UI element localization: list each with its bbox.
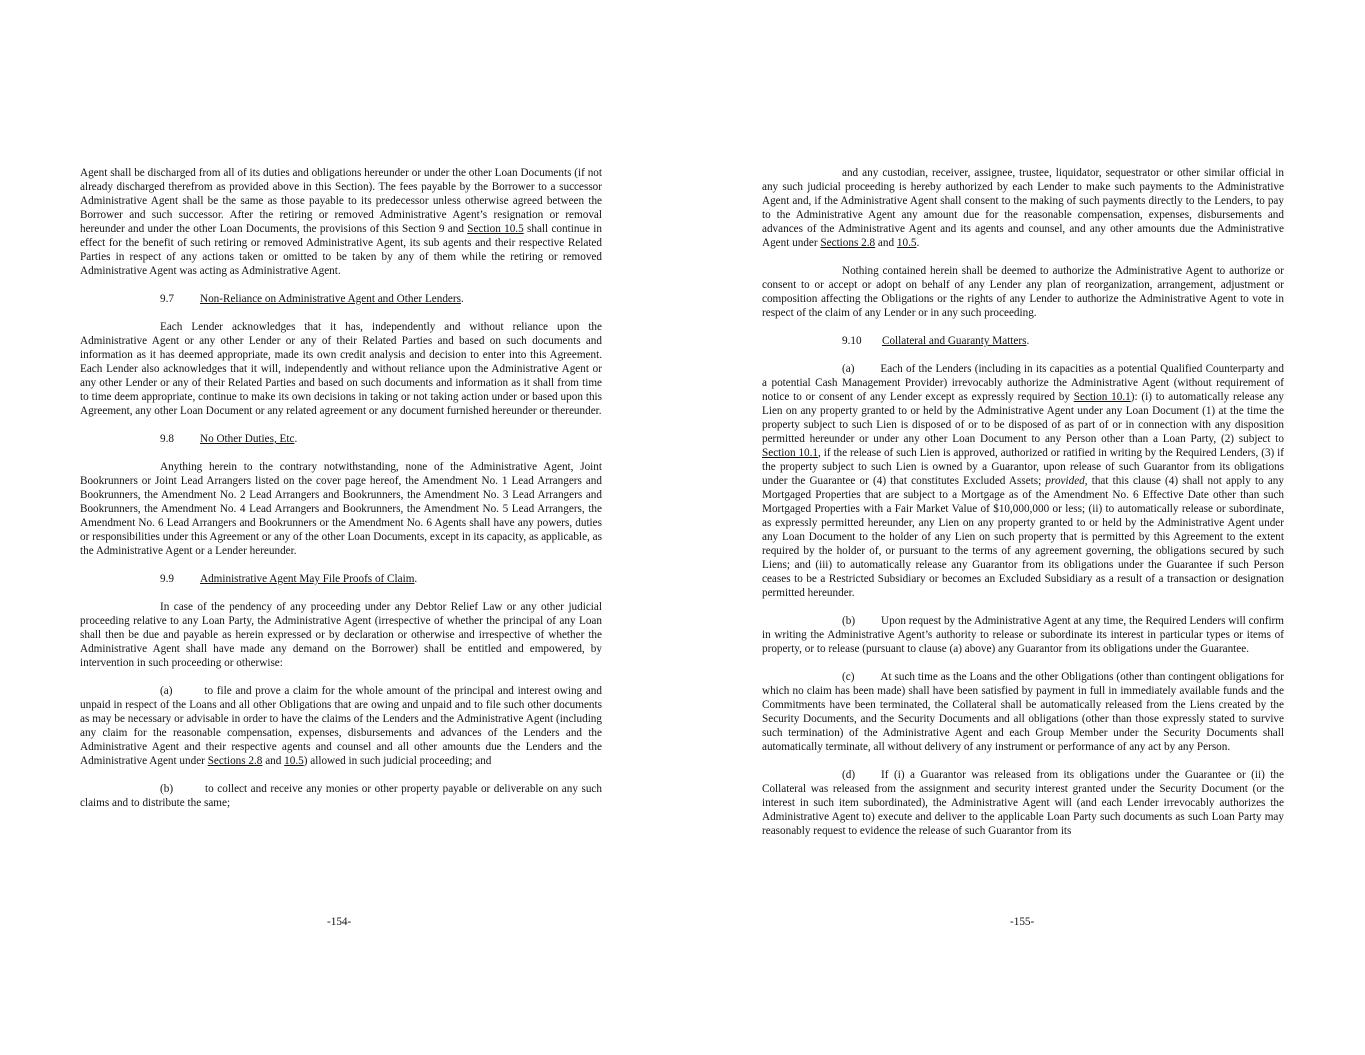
right-page bbox=[683, 0, 1365, 1055]
section-title: No Other Duties, Etc bbox=[200, 433, 295, 445]
clause-c: (c) At such time as the Loans and the other Obligations (other than contingent obligations for which no claim has been made) shall have been satisfied by payment in full in immediately available funds and the Commitments have been terminated, the Collateral shall be automatically released from the Liens created by the Security Documents, and the Security Documents and all obligations (other than those expressly stated to survive such termination) of the Administrative Agent and each Group Member under the Security Documents shall automatically terminate, all without delivery of any instrument or performance of any act by any Person. bbox=[762, 671, 1284, 753]
section-reference: Sections 2.8 bbox=[207, 755, 263, 767]
section-reference: Section 10.5 bbox=[467, 223, 524, 235]
section-heading-9-8: 9.8 No Other Duties, Etc. bbox=[160, 433, 298, 445]
paragraph-9-7: Each Lender acknowledges that it has, independently and without reliance upon the Administrative Agent or any other Lender or any of their Related Parties and based on such documents and information as it has deemed appropriate, made its own credit analysis and decision to enter into this Agreement. Each Lender also acknowledges that it will, independently and without reliance upon the Administrative Agent or any other Lender or any of their Related Parties and based on such documents and information as it shall from time to time deem appropriate, continue to make its own decisions in taking or not taking action under or based upon this Agreement, any other Loan Document or any related agreement or any document furnished hereunder or thereunder. bbox=[80, 321, 602, 417]
section-title: Collateral and Guaranty Matters bbox=[882, 335, 1027, 347]
section-reference: 10.5 bbox=[284, 755, 304, 767]
clause-d: (d) If (i) a Guarantor was released from its obligations under the Guarantee or (ii) the Collateral was released from the assignment and security interest granted under the Security Document (or the interest in such item subordinated), the Administrative Agent will (and each Lender irrevocably authorizes the Administrative Agent to) execute and deliver to the applicable Loan Party such documents as such Loan Party may reasonably request to evidence the release of such Guarantor from its bbox=[762, 769, 1284, 837]
section-title: Non-Reliance on Administrative Agent and Other Lenders bbox=[200, 293, 461, 305]
section-reference: Section 10.1 bbox=[1073, 391, 1131, 403]
clause-a: (a) Each of the Lenders (including in its capacities as a potential Qualified Counterparty and a potential Cash Management Provider) irrevocably authorize the Administrative Agent (without requirement of notice to or consent of any Lender except as expressly required by Section 10.1): (i) to automatically release any Lien on any property granted to or held by the Administrative Agent under any Loan Document (1) at the time the property subject to such Lien is disposed of or to be disposed of as part of or in connection with any disposition permitted hereunder or under any other Loan Document to any Person other than a Loan Party, (2) subject to Section 10.1, if the release of such Lien is approved, authorized or ratified in writing by the Required Lenders, (3) if the property subject to such Lien is owned by a Guarantor, upon release of such Guarantor from its obligations under the Guarantee or (4) that constitutes Excluded Assets; provided, that this clause (4) shall not apply to any Mortgaged Properties that are subject to a Mortgage as of the Amendment No. 6 Effective Date other than such Mortgaged Properties with a Fair Market Value of $10,000,000 or less; (ii) to automatically release or subordinate, as expressly permitted hereunder, any Lien on any property granted to or held by the Administrative Agent under any Loan Document to the holder of any Lien on such property that is permitted by this Agreement to the extent required by the holder of, or pursuant to the terms of any agreement governing, the obligations secured by such Liens; and (iii) to automatically release any Guarantor from its obligations under the Guarantee if such Person ceases to be a Restricted Subsidiary or becomes an Excluded Subsidiary as a result of a transaction or designation permitted hereunder. bbox=[762, 363, 1285, 599]
left-text-column bbox=[80, 166, 602, 824]
paragraph-continuation: and any custodian, receiver, assignee, trustee, liquidator, sequestrator or other similar official in any such judicial proceeding is hereby authorized by each Lender to make such payments to the Administrative Agent and, if the Administrative Agent shall consent to the making of such payments directly to the Lenders, to pay to the Administrative Agent any amount due for the reasonable compensation, expenses, disbursements and advances of the Administrative Agent and its agents and counsel, and any other amounts due the Administrative Agent under Sections 2.8 and 10.5. bbox=[762, 167, 1284, 249]
page-number: -155- bbox=[1010, 916, 1035, 928]
page-number: -154- bbox=[327, 916, 352, 928]
section-title: Administrative Agent May File Proofs of Claim bbox=[200, 573, 415, 585]
paragraph-nothing-contained: Nothing contained herein shall be deemed to authorize the Administrative Agent to authorize or consent to or accept or adopt on behalf of any Lender any plan of reorganization, arrangement, adjustment or composition affecting the Obligations or the rights of any Lender to authorize the Administrative Agent to vote in respect of the claim of any Lender or in any such proceeding. bbox=[762, 265, 1284, 319]
left-page bbox=[0, 0, 682, 1055]
section-reference: Sections 2.8 bbox=[820, 237, 876, 249]
clause-a: (a) to file and prove a claim for the whole amount of the principal and interest owing and unpaid in respect of the Loans and all other Obligations that are owing and unpaid and to file such other documents as may be necessary or advisable in order to have the claims of the Lenders and the Administrative Agent (including any claim for the reasonable compensation, expenses, disbursements and advances of the Lenders and the Administrative Agent and their respective agents and counsel and all other amounts due the Lenders and the Administrative Agent under Sections 2.8 and 10.5) allowed in such judicial proceeding; and bbox=[80, 685, 602, 767]
paragraph-continuation: Agent shall be discharged from all of its duties and obligations hereunder or under the other Loan Documents (if not already discharged therefrom as provided above in this Section). The fees payable by the Borrower to a successor Administrative Agent shall be the same as those payable to its predecessor unless otherwise agreed between the Borrower and such successor. After the retiring or removed Administrative Agent’s resignation or removal hereunder and under the other Loan Documents, the provisions of this Section 9 and Section 10.5 shall continue in effect for the benefit of such retiring or removed Administrative Agent, its sub agents and their respective Related Parties in respect of any actions taken or omitted to be taken by any of them while the retiring or removed Administrative Agent was acting as Administrative Agent. bbox=[80, 167, 602, 277]
section-heading-9-10: 9.10 Collateral and Guaranty Matters. bbox=[842, 335, 1030, 347]
clause-b: (b) Upon request by the Administrative Agent at any time, the Required Lenders will confirm in writing the Administrative Agent’s authority to release or subordinate its interest in particular types or items of property, or to release (pursuant to clause (a) above) any Guarantor from its obligations under the Guarantee. bbox=[762, 615, 1284, 655]
section-reference: Section 10.1 bbox=[762, 447, 819, 459]
clause-b: (b) to collect and receive any monies or other property payable or deliverable on any such claims and to distribute the same; bbox=[80, 783, 602, 809]
paragraph-9-8: Anything herein to the contrary notwithstanding, none of the Administrative Agent, Joint Bookrunners or Joint Lead Arrangers listed on the cover page hereof, the Amendment No. 1 Lead Arrangers and Bookrunners, the Amendment No. 2 Lead Arrangers and Bookrunners, the Amendment No. 3 Lead Arrangers and Bookrunners, the Amendment No. 4 Lead Arrangers and Bookrunners, the Amendment No. 5 Lead Arrangers, the Amendment No. 6 Lead Arrangers and Bookrunners or the Amendment No. 6 Agents shall have any powers, duties or responsibilities under this Agreement or any of the other Loan Documents, except in its capacity, as applicable, as the Administrative Agent or a Lender hereunder. bbox=[80, 461, 602, 557]
section-heading-9-9: 9.9 Administrative Agent May File Proofs of Claim. bbox=[160, 573, 418, 585]
right-text-column bbox=[762, 166, 1284, 852]
paragraph-9-9: In case of the pendency of any proceeding under any Debtor Relief Law or any other judicial proceeding relative to any Loan Party, the Administrative Agent (irrespective of whether the principal of any Loan shall then be due and payable as herein expressed or by declaration or otherwise and irrespective of whether the Administrative Agent shall have made any demand on the Borrower) shall be entitled and empowered, by intervention in such proceeding or otherwise: bbox=[80, 601, 602, 669]
section-reference: 10.5 bbox=[896, 237, 917, 249]
section-heading-9-7: 9.7 Non-Reliance on Administrative Agent and Other Lenders. bbox=[160, 293, 464, 305]
